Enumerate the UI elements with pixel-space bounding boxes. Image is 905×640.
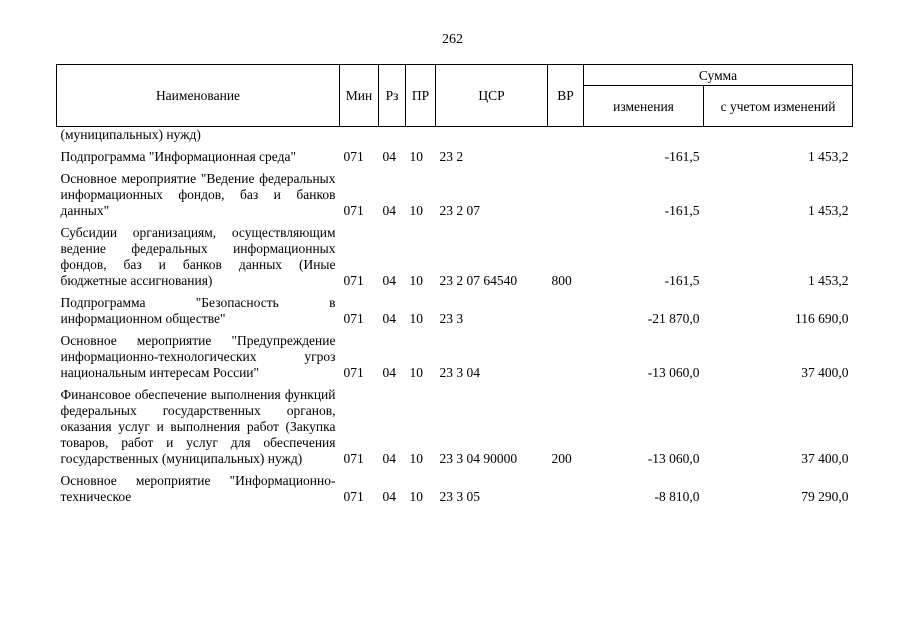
row-rz (379, 127, 406, 144)
row-name: (муниципальных) нужд) (60, 127, 201, 142)
row-total: 37 400,0 (801, 451, 849, 466)
row-csr: 23 3 (439, 311, 464, 326)
row-vr (548, 467, 584, 505)
header-with-changes: с учетом изменений (704, 86, 853, 127)
row-vr (548, 327, 584, 381)
row-pr: 10 (409, 273, 423, 288)
row-min: 071 (343, 365, 364, 380)
header-name: Наименование (57, 65, 340, 127)
row-name: Субсидии организациям, осуществляющим ведение федеральных информационных фондов, баз и банков данных (Иные бюджетные ассигнования) (60, 225, 336, 288)
table-row (57, 381, 853, 467)
row-rz: 04 (382, 451, 396, 466)
row-min: 071 (343, 149, 364, 164)
table-body (57, 127, 853, 506)
header-vr: ВР (548, 65, 584, 127)
row-change: -161,5 (664, 203, 700, 218)
row-pr: 10 (409, 311, 423, 326)
table-row (57, 327, 853, 381)
row-change: -161,5 (664, 273, 700, 288)
row-min: 071 (343, 203, 364, 218)
row-vr (548, 289, 584, 327)
row-csr: 23 3 05 (439, 489, 480, 504)
table-row (57, 165, 853, 219)
header-sum: Сумма (584, 65, 853, 86)
row-pr: 10 (409, 203, 423, 218)
row-min: 071 (343, 273, 364, 288)
row-rz: 04 (382, 149, 396, 164)
row-min: 071 (343, 311, 364, 326)
row-name: Подпрограмма "Информационная среда" (60, 149, 296, 164)
row-csr: 23 2 07 (439, 203, 480, 218)
row-vr: 800 (551, 273, 572, 288)
row-min: 071 (343, 489, 364, 504)
row-vr: 200 (551, 451, 572, 466)
row-name: Подпрограмма "Безопасность в информационном обществе" (60, 295, 336, 326)
table-row (57, 219, 853, 289)
row-rz: 04 (382, 489, 396, 504)
row-total: 79 290,0 (801, 489, 849, 504)
row-rz: 04 (382, 273, 396, 288)
row-min: 071 (343, 451, 364, 466)
page-number: 262 (442, 32, 463, 47)
table-header (57, 65, 853, 127)
header-min: Мин (340, 65, 379, 127)
row-csr: 23 3 04 (439, 365, 480, 380)
row-change: -13 060,0 (647, 365, 700, 380)
row-total: 1 453,2 (808, 203, 849, 218)
row-total: 116 690,0 (795, 311, 849, 326)
row-csr: 23 3 04 90000 (439, 451, 518, 466)
row-change: -21 870,0 (647, 311, 700, 326)
row-vr (548, 127, 584, 144)
row-vr (548, 165, 584, 219)
row-pr: 10 (409, 451, 423, 466)
row-change: -8 810,0 (654, 489, 700, 504)
table-row (57, 143, 853, 165)
row-csr: 23 2 07 64540 (439, 273, 518, 288)
row-change: -13 060,0 (647, 451, 700, 466)
header-change: изменения (584, 86, 704, 127)
row-pr (406, 127, 436, 144)
row-total: 1 453,2 (808, 273, 849, 288)
table-row (57, 127, 853, 144)
row-rz: 04 (382, 203, 396, 218)
row-change: -161,5 (664, 149, 700, 164)
row-pr: 10 (409, 149, 423, 164)
row-pr: 10 (409, 489, 423, 504)
row-csr: 23 2 (439, 149, 464, 164)
table-row (57, 467, 853, 505)
header-rz: Рз (379, 65, 406, 127)
row-vr (548, 143, 584, 165)
row-total: 1 453,2 (808, 149, 849, 164)
row-name: Финансовое обеспечение выполнения функций федеральных государственных органов, оказания услуг и выполнения работ (Закупка товаров, работ и услуг для обеспечения государственных (муниципальных) нужд) (60, 387, 336, 466)
row-name: Основное мероприятие "Предупреждение информационно-технологических угроз национальным интересам России" (60, 333, 336, 380)
row-pr: 10 (409, 365, 423, 380)
row-csr (436, 127, 548, 144)
row-name: Основное мероприятие "Информационно-техническое (60, 473, 336, 504)
row-total: 37 400,0 (801, 365, 849, 380)
row-name: Основное мероприятие "Ведение федеральных информационных фондов, баз и банков данных" (60, 171, 336, 218)
table-row (57, 289, 853, 327)
row-total (704, 127, 853, 144)
row-rz: 04 (382, 311, 396, 326)
row-rz: 04 (382, 365, 396, 380)
header-pr: ПР (406, 65, 436, 127)
header-csr: ЦСР (436, 65, 548, 127)
budget-table (56, 64, 853, 505)
row-change (584, 127, 704, 144)
row-min (340, 127, 379, 144)
